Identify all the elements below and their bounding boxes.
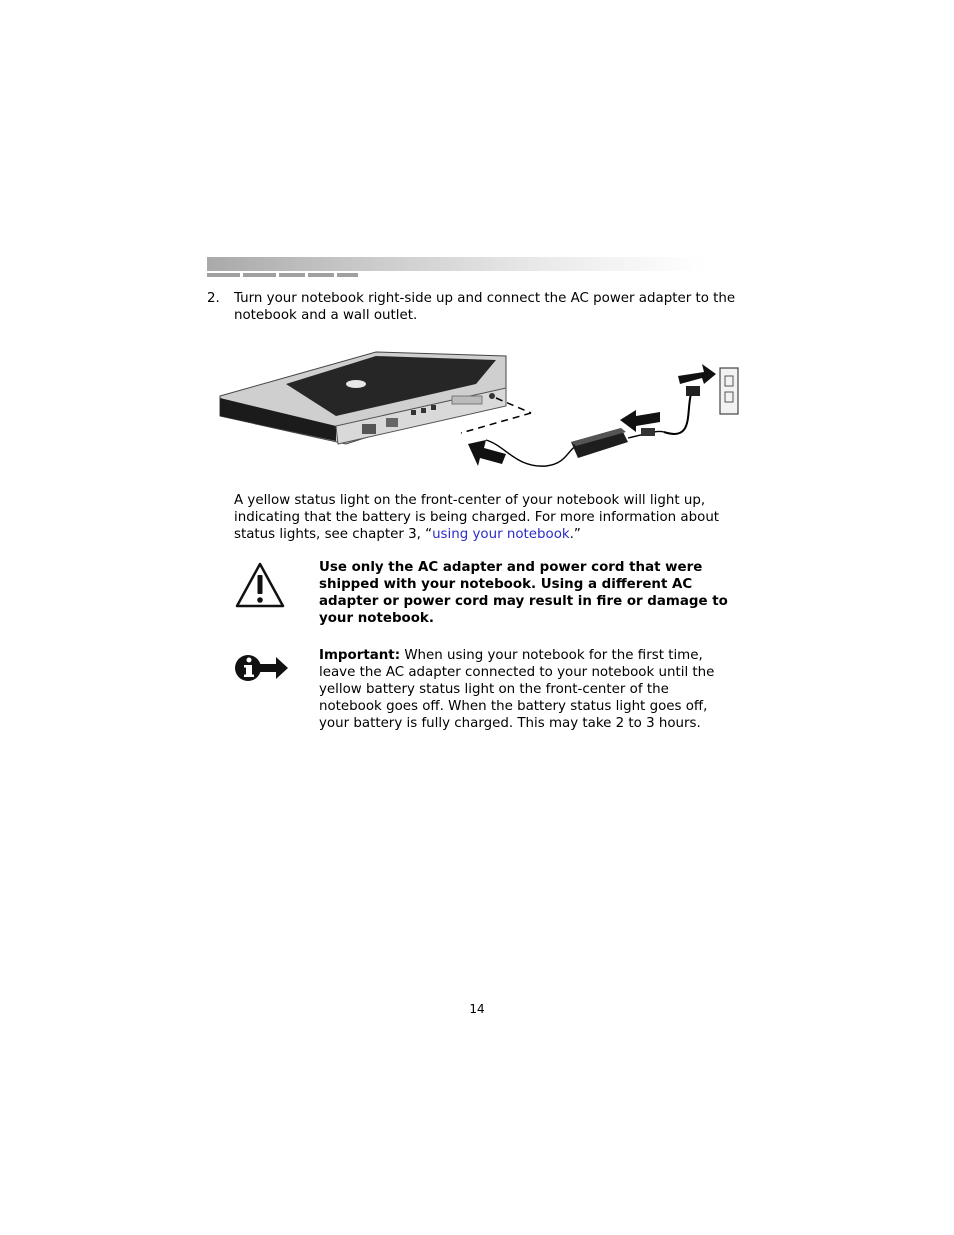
- using-notebook-link[interactable]: using your notebook: [432, 527, 570, 542]
- notebook-power-illustration: [216, 346, 756, 476]
- status-paragraph-text: A yellow status light on the front-center of your notebook will light up, indicating that the battery is being charged. For more information about status lights, see chapter 3, “: [234, 493, 720, 542]
- step-number: 2.: [207, 291, 220, 306]
- info-pointer-icon: [234, 652, 290, 684]
- important-label: Important:: [319, 648, 401, 663]
- important-note-text: When using your notebook for the first time, leave the AC adapter connected to your notebook until the yellow battery status light on the front-center of the notebook goes off. When the battery status light goes off, your battery is fully charged. This may take 2 to 3 hours.: [319, 648, 715, 731]
- header-gradient-bar: [207, 257, 705, 271]
- status-paragraph-end: .”: [569, 527, 581, 542]
- page-number: 14: [469, 1002, 485, 1016]
- status-light-paragraph: [234, 492, 734, 543]
- warning-text: Use only the AC adapter and power cord that were shipped with your notebook. Using a different AC adapter or power cord may result in fire or damage to your notebook.: [319, 560, 728, 626]
- warning-triangle-icon: [234, 561, 286, 609]
- step-text: Turn your notebook right-side up and connect the AC power adapter to the notebook and a wall outlet.: [234, 291, 736, 323]
- important-note: [319, 647, 729, 732]
